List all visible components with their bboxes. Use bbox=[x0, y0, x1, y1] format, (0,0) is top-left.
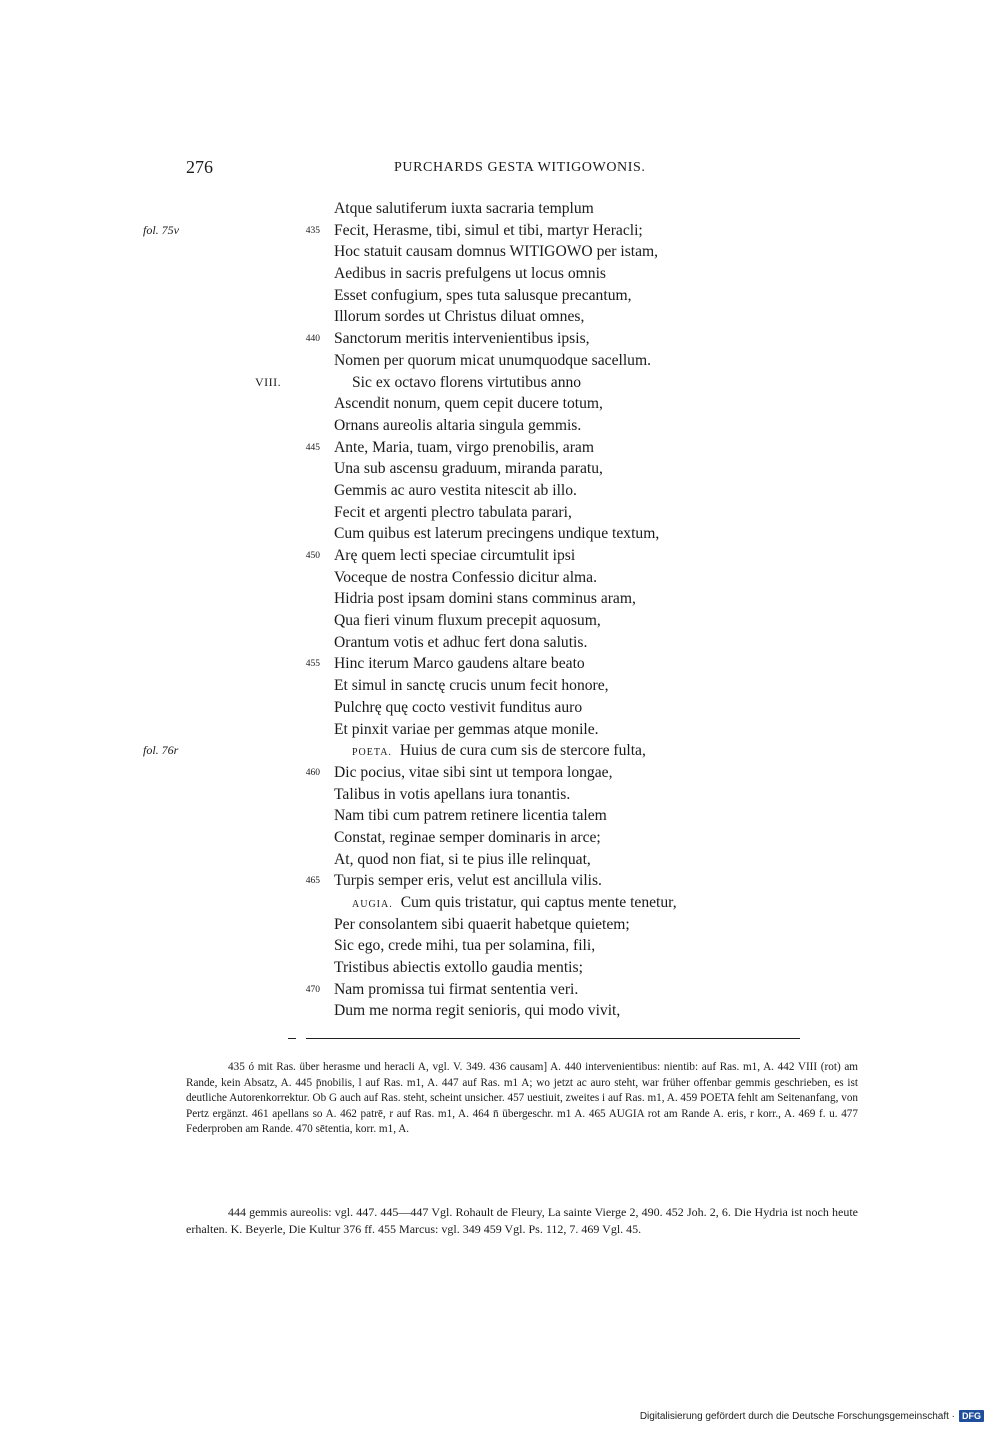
verse-text bbox=[334, 567, 597, 589]
verse-line bbox=[0, 567, 1000, 589]
verse-text-content: Arę quem lecti speciae circumtulit ipsi bbox=[334, 547, 576, 564]
separator-rule bbox=[306, 1038, 800, 1039]
verse-text-content: Et pinxit variae per gemmas atque monile. bbox=[334, 720, 599, 738]
verse-text bbox=[334, 523, 659, 545]
verse-text-content: Tristibus abiectis extollo gaudia mentis; bbox=[334, 959, 583, 977]
verse-text bbox=[334, 762, 612, 784]
verse-text bbox=[334, 1000, 620, 1022]
verse-text-content: Hidria post ipsam domini stans comminus aram, bbox=[334, 590, 636, 608]
folio-marker: fol. 76r bbox=[143, 743, 179, 758]
verse-line bbox=[0, 827, 1000, 849]
footer bbox=[640, 1410, 984, 1422]
verse-line bbox=[0, 892, 1000, 914]
verse-text-content: Dum me norma regit senioris, qui modo vivit, bbox=[334, 1002, 621, 1020]
verse-line bbox=[0, 805, 1000, 827]
verse-text-content: Aedibus in sacris prefulgens ut locus omnis bbox=[334, 265, 606, 283]
speaker-label: AUGIA. bbox=[352, 899, 393, 910]
verse-text-content: Orantum votis et adhuc fert dona salutis. bbox=[334, 633, 588, 651]
verse-line bbox=[0, 849, 1000, 871]
verse-line bbox=[0, 870, 1000, 892]
funding-credit: Digitalisierung gefördert durch die Deutsche Forschungsgemeinschaft · bbox=[639, 1410, 955, 1422]
verse-line bbox=[0, 1000, 1000, 1022]
verse-line bbox=[0, 914, 1000, 936]
verse-line bbox=[0, 523, 1000, 545]
verse-text-content: Per consolantem sibi quaerit habetque quietem; bbox=[334, 915, 630, 933]
source-notes: 444 gemmis aureolis: vgl. 447. 445—447 Vgl. Rohault de Fleury, La sainte Vierge 2, 490. 452 Joh. 2, 6. Die Hydria ist noch heute erhalten. K. Beyerle, Die Kultur 376 ff. 455 Marcus: vgl. 349 459 Vgl. Ps. 112, 7. 469 Vgl. 45. bbox=[186, 1205, 858, 1236]
verse-text bbox=[334, 328, 590, 350]
verse-line bbox=[0, 653, 1000, 675]
dfg-logo-icon: DFG bbox=[959, 1410, 984, 1422]
verse-text bbox=[352, 892, 677, 916]
verse-text bbox=[334, 697, 582, 719]
verse-text-content: Sanctorum meritis intervenientibus ipsis, bbox=[334, 330, 590, 348]
line-number: 435 bbox=[305, 225, 320, 236]
verse-text-content: Huius de cura cum sis de stercore fulta, bbox=[399, 742, 646, 760]
verse-text bbox=[334, 632, 587, 654]
verse-line bbox=[0, 697, 1000, 719]
verse-line bbox=[0, 415, 1000, 437]
verse-text bbox=[334, 957, 583, 979]
verse-line bbox=[0, 263, 1000, 285]
verse-text bbox=[334, 870, 602, 892]
line-number: 440 bbox=[305, 334, 320, 345]
verse-line bbox=[0, 306, 1000, 328]
verse-line bbox=[0, 220, 1000, 242]
line-number: 450 bbox=[305, 551, 320, 561]
line-number: 460 bbox=[305, 767, 320, 778]
line-number: 470 bbox=[305, 984, 320, 995]
critical-apparatus: 435 ó mit Ras. über herasme und heracli A, vgl. V. 349. 436 causam] A. 440 intervenientibus: nientib: auf Ras. m1, A. 442 VIII (rot) am Rande, kein Absatz, A. 445 p̄nobilis, l auf Ras. m1, A. 447 auf Ras. m1 A; wo jetzt ac auro steht, war früher offenbar gemmis geschrieben, es ist deutliche Autorenkorrektur. Ob G auch auf Ras. steht, scheint unsicher. 457 uestiuit, zweites i auf Ras. m1, A. 459 POETA fehlt am Seitenanfang, von Pertz ergänzt. 461 apellans so A. 462 patrē, r auf Ras. m1, A. 464 n̄ übergeschr. m1 A. 465 AUGIA rot am Rande A. eris, r korr., A. 469 f. u. 477 Federproben am Rande. 470 sētentia, korr. m1, A. bbox=[186, 1061, 858, 1136]
verse-line bbox=[0, 328, 1000, 350]
section-marker: VIII. bbox=[255, 374, 282, 389]
line-number: 445 bbox=[305, 442, 320, 453]
verse-text-content: At, quod non fiat, si te pius ille relinquat, bbox=[334, 850, 591, 868]
verse-line bbox=[0, 437, 1000, 459]
page-number: 276 bbox=[186, 157, 213, 177]
verse-text bbox=[334, 393, 603, 415]
verse-line bbox=[0, 675, 1000, 697]
verse-text-content: Cum quibus est laterum precingens undique textum, bbox=[334, 525, 660, 543]
running-head: PURCHARDS GESTA WITIGOWONIS. bbox=[394, 160, 646, 175]
verse-text-content: Voceque de nostra Confessio dicitur alma. bbox=[334, 568, 598, 586]
verse-line bbox=[0, 588, 1000, 610]
verse-text bbox=[334, 675, 609, 697]
verse-text bbox=[334, 610, 601, 632]
verse-line bbox=[0, 784, 1000, 806]
verse-text bbox=[334, 805, 607, 827]
verse-text-content: Ascendit nonum, quem cepit ducere totum, bbox=[334, 395, 603, 413]
verse-text-content: Una sub ascensu graduum, miranda paratu, bbox=[334, 460, 603, 478]
verse-text bbox=[334, 350, 651, 372]
verse-text bbox=[334, 719, 599, 741]
verse-block bbox=[0, 198, 1000, 1022]
folio-marker: fol. 75v bbox=[143, 222, 179, 237]
verse-line bbox=[0, 241, 1000, 263]
verse-text-content: Atque salutiferum iuxta sacraria templum bbox=[334, 200, 594, 217]
verse-text-content: Nam promissa tui firmat sententia veri. bbox=[334, 980, 579, 998]
verse-text bbox=[334, 502, 572, 524]
verse-line bbox=[0, 719, 1000, 741]
verse-line bbox=[0, 393, 1000, 415]
verse-text-content: Fecit et argenti plectro tabulata parari, bbox=[334, 503, 572, 521]
verse-text bbox=[334, 588, 636, 610]
verse-line bbox=[0, 198, 1000, 220]
verse-text bbox=[334, 784, 570, 806]
verse-text-content: Sic ego, crede mihi, tua per solamina, fili, bbox=[334, 937, 596, 955]
separator-rule-short bbox=[288, 1038, 296, 1039]
verse-text-content: Dic pocius, vitae sibi sint ut tempora longae, bbox=[334, 763, 613, 781]
verse-text-content: Nam tibi cum patrem retinere licentia talem bbox=[334, 807, 607, 825]
verse-text-content: Fecit, Herasme, tibi, simul et tibi, martyr Heracli; bbox=[334, 221, 643, 239]
verse-text-content: Constat, reginae semper dominaris in arce; bbox=[334, 828, 601, 846]
verse-line bbox=[0, 740, 1000, 762]
verse-line bbox=[0, 762, 1000, 784]
verse-text bbox=[334, 653, 585, 675]
verse-text bbox=[334, 545, 575, 567]
verse-text bbox=[334, 827, 601, 849]
verse-text-content: Esset confugium, spes tuta salusque precantum, bbox=[334, 286, 632, 304]
verse-text-content: Cum quis tristatur, qui captus mente tenetur, bbox=[400, 894, 677, 911]
verse-line bbox=[0, 502, 1000, 524]
verse-text bbox=[334, 480, 577, 502]
verse-line bbox=[0, 957, 1000, 979]
verse-line bbox=[0, 632, 1000, 654]
verse-text bbox=[334, 914, 630, 936]
verse-text-content: Qua fieri vinum fluxum precepit aquosum, bbox=[334, 612, 601, 630]
verse-text-content: Gemmis ac auro vestita nitescit ab illo. bbox=[334, 481, 577, 499]
verse-line bbox=[0, 285, 1000, 307]
verse-text-content: Sic ex octavo florens virtutibus anno bbox=[352, 373, 582, 391]
verse-line bbox=[0, 458, 1000, 480]
verse-line bbox=[0, 480, 1000, 502]
verse-text bbox=[334, 306, 584, 328]
verse-text-content: Talibus in votis apellans iura tonantis. bbox=[334, 785, 571, 803]
verse-text bbox=[334, 415, 581, 437]
verse-text bbox=[334, 979, 578, 1001]
line-number: 455 bbox=[305, 659, 320, 670]
verse-line bbox=[0, 372, 1000, 394]
verse-text bbox=[334, 458, 603, 480]
verse-text-content: Turpis semper eris, velut est ancillula vilis. bbox=[334, 872, 602, 890]
verse-text-content: Pulchrę quę cocto vestivit funditus auro bbox=[334, 698, 583, 716]
line-number: 465 bbox=[305, 876, 320, 887]
verse-text bbox=[352, 372, 581, 394]
verse-text-content: Ornans aureolis altaria singula gemmis. bbox=[334, 416, 582, 434]
verse-line bbox=[0, 610, 1000, 632]
verse-text bbox=[334, 198, 594, 220]
verse-text-content: Illorum sordes ut Christus diluat omnes, bbox=[334, 308, 585, 326]
verse-text bbox=[334, 241, 658, 263]
verse-text-content: Et simul in sanctę crucis unum fecit honore, bbox=[334, 677, 609, 695]
verse-text bbox=[334, 935, 595, 957]
verse-text bbox=[334, 263, 606, 285]
verse-line bbox=[0, 545, 1000, 567]
verse-text-content: Hoc statuit causam domnus WITIGOWO per istam, bbox=[334, 243, 659, 261]
verse-text bbox=[334, 437, 594, 459]
verse-text bbox=[352, 740, 646, 764]
verse-text bbox=[334, 849, 591, 871]
verse-text-content: Ante, Maria, tuam, virgo prenobilis, aram bbox=[334, 438, 594, 456]
verse-text bbox=[334, 285, 632, 307]
verse-line bbox=[0, 935, 1000, 957]
verse-line bbox=[0, 350, 1000, 372]
verse-line bbox=[0, 979, 1000, 1001]
speaker-label: POETA. bbox=[352, 747, 392, 759]
verse-text-content: Hinc iterum Marco gaudens altare beato bbox=[334, 655, 585, 673]
verse-text-content: Nomen per quorum micat unumquodque sacellum. bbox=[334, 351, 651, 369]
verse-text bbox=[334, 220, 643, 242]
